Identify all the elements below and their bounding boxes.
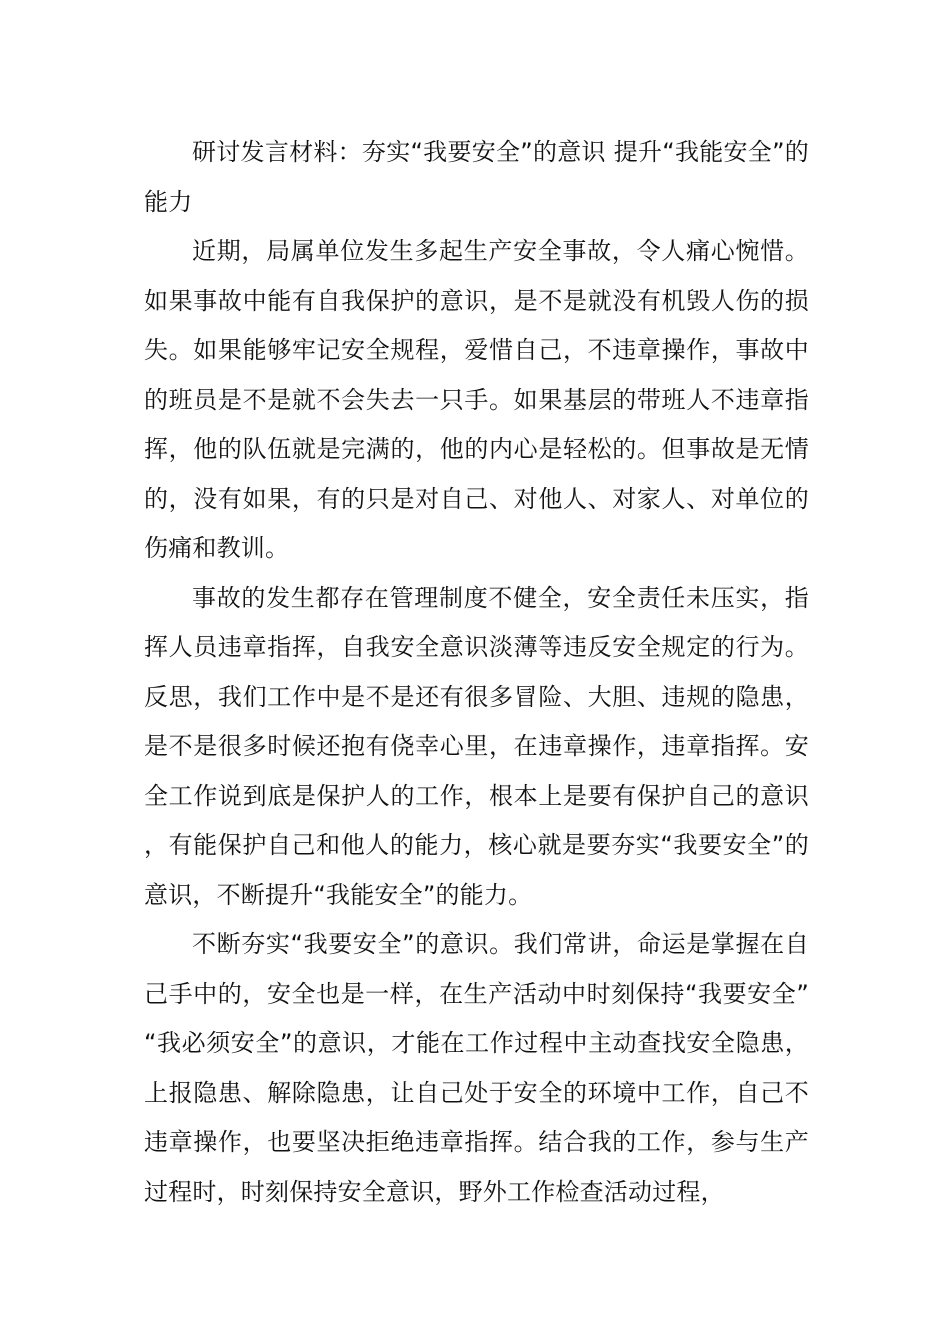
document-title: 研讨发言材料：夯实“我要安全”的意识 提升“我能安全”的能力 [144, 138, 809, 216]
paragraph-2: 事故的发生都存在管理制度不健全，安全责任未压实，指挥人员违章指挥，自我安全意识淡薄等违反安全规定的行为。反思，我们工作中是不是还有很多冒险、大胆、违规的隐患，是不是很多时候还抱有侥幸心里，在违章操作，违章指挥。安全工作说到底是保护人的工作，根本上是要有保护自己的意识，有能保护自己和他人的能力，核心就是要夯实“我要安全”的意识，不断提升“我能安全”的能力。 [144, 583, 809, 909]
paragraph-3: 不断夯实“我要安全”的意识。我们常讲，命运是掌握在自己手中的，安全也是一样，在生产活动中时刻保持“我要安全”“我必须安全”的意识，才能在工作过程中主动查找安全隐患，上报隐患、解除隐患，让自己处于安全的环境中工作，自己不违章操作，也要坚决拒绝违章指挥。结合我的工作，参与生产过程时，时刻保持安全意识，野外工作检查活动过程， [144, 930, 809, 1206]
document-body [144, 128, 809, 1217]
paragraph-1: 近期，局属单位发生多起生产安全事故，令人痛心惋惜。如果事故中能有自我保护的意识，是不是就没有机毁人伤的损失。如果能够牢记安全规程，爱惜自己，不违章操作，事故中的班员是不是就不会失去一只手。如果基层的带班人不违章指挥，他的队伍就是完满的，他的内心是轻松的。但事故是无情的，没有如果，有的只是对自己、对他人、对家人、对单位的伤痛和教训。 [144, 237, 809, 562]
